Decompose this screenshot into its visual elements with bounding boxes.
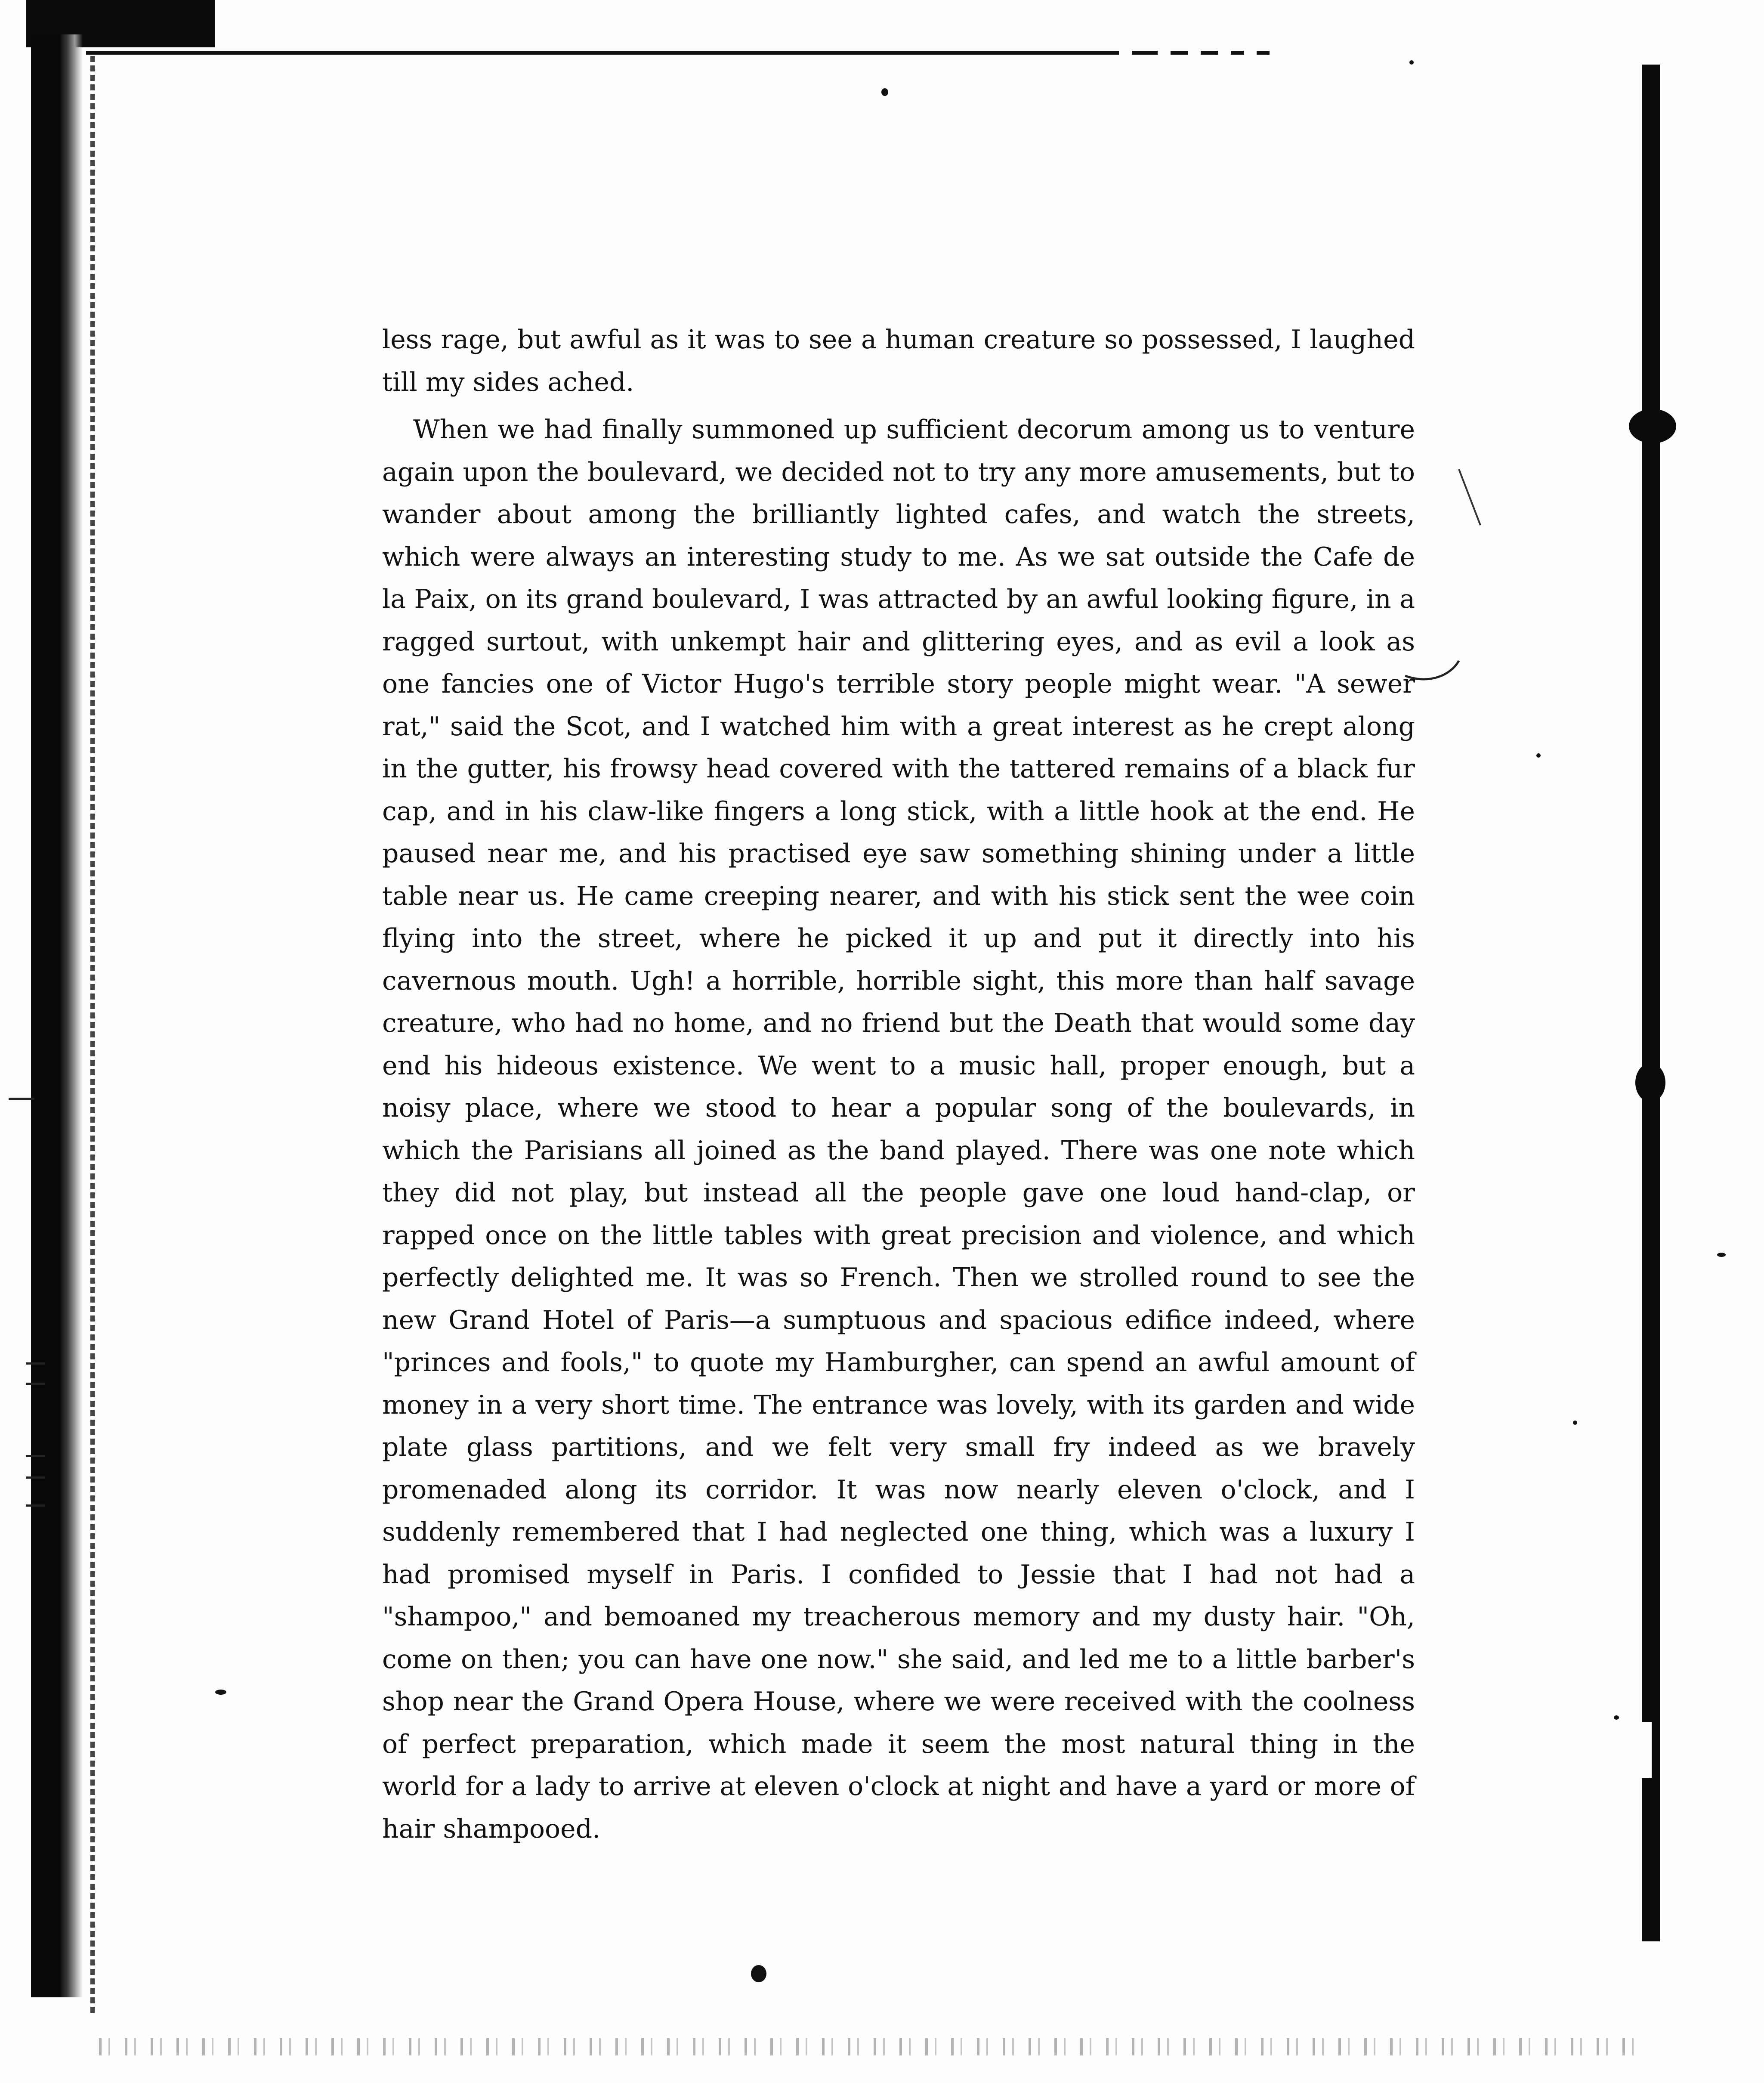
scan-border-top-dash bbox=[1132, 51, 1158, 55]
paragraph: When we had finally summoned up sufficient decorum among us to venture again upon the boulevard, we decided not to try any more amusements, but to wander about among the brilliantly lighted cafes, and watch the streets, which were always an interesting study to me. As we sat outside the Cafe de la Paix, on its grand boulevard, I was attracted by an awful looking figure, in a ragged surtout, with unkempt hair and glittering eyes, and as evil a look as one fancies one of Victor Hugo's terrible story people might wear. "A sewer rat," said the Scot, and I watched him with a great interest as he crept along in the gutter, his frowsy head covered with the tattered remains of a black fur cap, and in his claw-like fingers a long stick, with a little hook at the end. He paused near me, and his practised eye saw something shining under a little table near us. He came creeping nearer, and with his stick sent the wee coin flying into the street, where he picked it up and put it directly into his cavernous mouth. Ugh! a horrible, horrible sight, this more than half savage creature, who had no home, and no friend but the Death that would some day end his hideous existence. We went to a music hall, proper enough, but a noisy place, where we stood to hear a popular song of the boulevards, in which the Parisians all joined as the band played. There was one note which they did not play, but instead all the people gave one loud hand-clap, or rapped once on the little tables with great precision and violence, and which perfectly delighted me. It was so French. Then we strolled round to see the new Grand Hotel of Paris—a sumptuous and spacious edifice indeed, where "princes and fools," to quote my Hamburgher, can spend an awful amount of money in a very short time. The entrance was lovely, with its garden and wide plate glass partitions, and we felt very small fry indeed as we bravely promenaded along its corridor. It was now nearly eleven o'clock, and I suddenly remembered that I had neglected one thing, which was a luxury I had promised myself in Paris. I confided to Jessie that I had not had a "shampoo," and bemoaned my treacherous memory and my dusty hair. "Oh, come on then; you can have one now." she said, and led me to a little barber's shop near the Grand Opera House, where we were received with the coolness of perfect preparation, which made it seem the most natural thing in the world for a lady to arrive at eleven o'clock at night and have a yard or more of hair shampooed. bbox=[382, 415, 1415, 1844]
margin-tick bbox=[9, 1098, 34, 1100]
pencil-mark bbox=[1455, 465, 1515, 529]
scan-border-left bbox=[31, 34, 83, 1997]
scan-border-top-dash bbox=[1171, 51, 1188, 55]
scan-border-top-dash bbox=[1257, 51, 1270, 55]
body-text bbox=[382, 319, 1415, 1850]
scan-border-right-blob bbox=[1629, 409, 1676, 443]
scan-speck bbox=[751, 1965, 766, 1982]
scan-speck bbox=[215, 1690, 226, 1695]
scan-speck bbox=[1717, 1253, 1726, 1257]
margin-tick bbox=[26, 1455, 45, 1457]
scan-border-top-line bbox=[86, 51, 1119, 55]
scan-speck bbox=[1614, 1715, 1619, 1720]
scan-border-right-gap bbox=[1639, 1722, 1652, 1778]
margin-tick bbox=[26, 1362, 45, 1365]
margin-tick bbox=[26, 1504, 45, 1507]
scan-speck bbox=[1573, 1421, 1577, 1425]
paragraph: less rage, but awful as it was to see a human creature so possessed, I laughed till my sides ached. bbox=[382, 325, 1415, 397]
scan-speck bbox=[1409, 60, 1414, 65]
margin-tick bbox=[26, 1476, 45, 1479]
scan-speck bbox=[881, 88, 888, 96]
scan-border-top-dash bbox=[1231, 51, 1244, 55]
scan-border-left-noise bbox=[90, 56, 95, 2015]
scan-speck bbox=[1536, 753, 1541, 758]
scan-border-bottom-noise bbox=[99, 2038, 1648, 2055]
margin-tick bbox=[26, 1383, 45, 1385]
scan-border-right bbox=[1642, 65, 1660, 1941]
scan-border-top-dash bbox=[1201, 51, 1218, 55]
scan-border-right-blob bbox=[1635, 1063, 1665, 1102]
